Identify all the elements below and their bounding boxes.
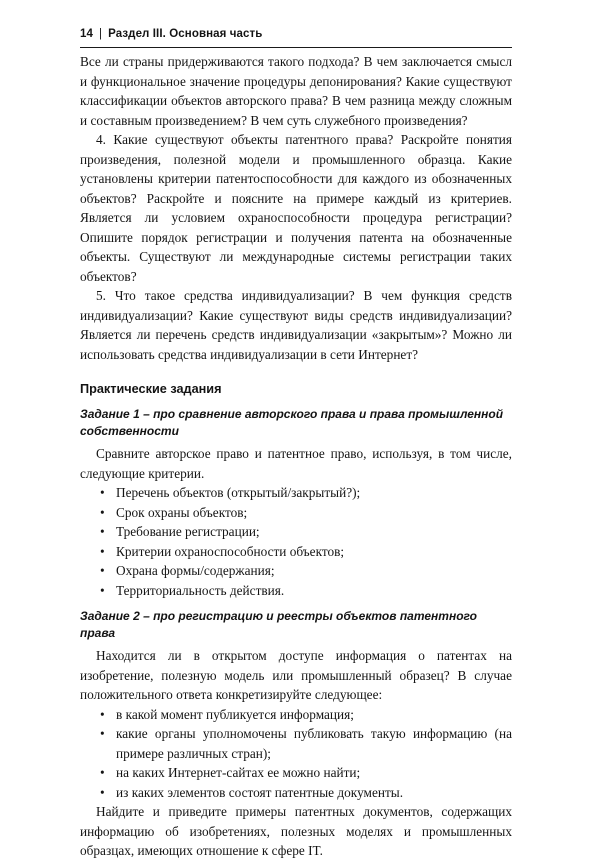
task-2-intro: Находится ли в открытом доступе информация о патентах на изобретение, полезную модель или промышленный образец? В случае положительного ответа конкретизируйте следующее: [80,648,512,702]
header-rule [80,47,512,48]
list-item: • Требование регистрации; [80,522,512,542]
running-header [80,28,512,40]
page-body [80,52,512,861]
task-2-title: Задание 2 – про регистрацию и реестры объектов патентного права [80,609,477,640]
task-2-outro: Найдите и приведите примеры патентных документов, содержащих информацию об изобретениях, полезных моделях и промышленных образцах, имеющих отношение к сфере IT. [80,804,512,858]
list-item: • Критерии охраноспособности объектов; [80,542,512,562]
task-1-criteria-list [80,483,512,600]
list-item: • в какой момент публикуется информация; [80,705,512,725]
question-5: 5. Что такое средства индивидуализации? В чем функция средств индивидуализации? Какие существуют виды средств индивидуализации? Является ли перечень средств индивидуализации «закрытым»? Можно ли использовать средства индивидуализации в сети Интернет? [80,288,512,362]
question-4: 4. Какие существуют объекты патентного права? Раскройте понятия произведения, полезной модели и промышленного образца. Какие установлены критерии патентоспособности для каждого из обозначенных объектов? Раскройте и поясните на примере каждый из критериев. Является ли условием охраноспособности процедура регистрации? Опишите порядок регистрации и получения патента на обозначенные объекты. Существуют ли международные системы регистрации таких объектов? [80,132,512,284]
list-item: • какие органы уполномочены публиковать такую информацию (на примере различных стран); [80,724,512,763]
paragraph-continuation: Все ли страны придерживаются такого подхода? В чем заключается смысл и функциональное значение процедуры депонирования? Какие существуют классификации объектов авторского права? В чем разница между сложным и составным произведением? В чем суть служебного произведения? [80,54,512,128]
task-2-list [80,705,512,803]
list-item: • Охрана формы/содержания; [80,561,512,581]
task-1-intro: Сравните авторское право и патентное право, используя, в том числе, следующие критерии. [80,446,512,481]
list-item: • Срок охраны объектов; [80,503,512,523]
list-item: • на каких Интернет-сайтах ее можно найти; [80,763,512,783]
page-number: 14 [80,28,93,40]
header-separator: | [99,28,103,40]
section-title: Раздел III. Основная часть [108,28,263,40]
task-1-title: Задание 1 – про сравнение авторского права и права промышленной собственности [80,407,504,438]
list-item: • Перечень объектов (открытый/закрытый?); [80,483,512,503]
list-item: • из каких элементов состоят патентные документы. [80,783,512,803]
list-item: • Территориальность действия. [80,581,512,601]
practical-tasks-heading: Практические задания [80,382,222,396]
